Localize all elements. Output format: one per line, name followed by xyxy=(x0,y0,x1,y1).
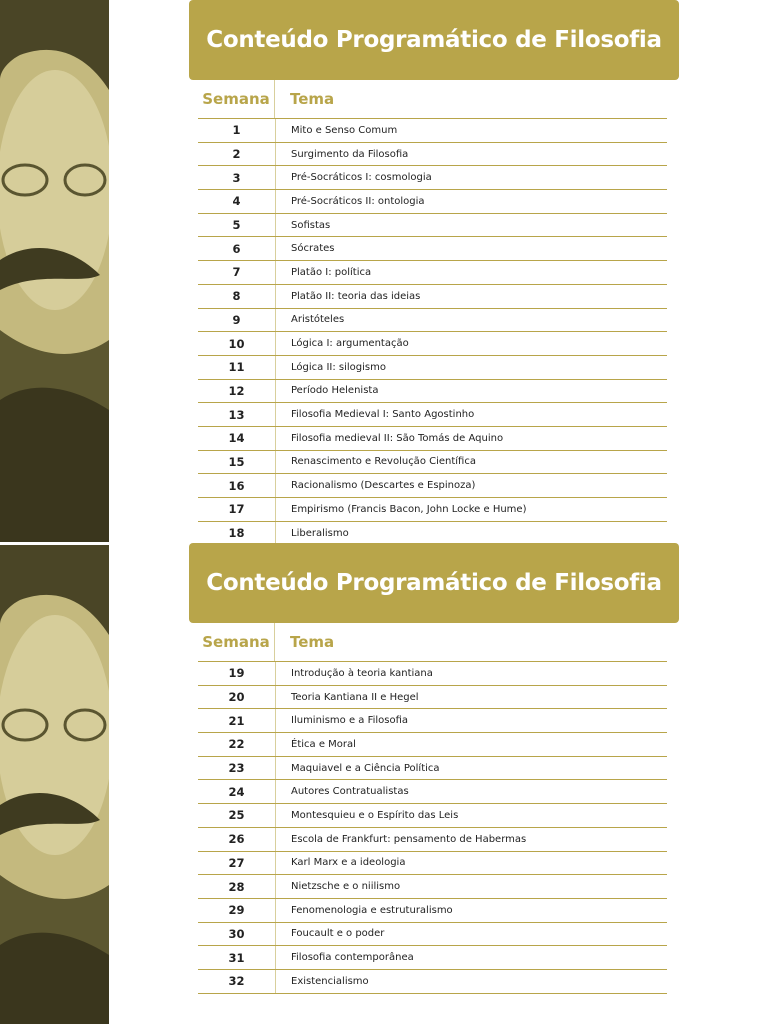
table-row xyxy=(198,403,667,427)
week-number: 14 xyxy=(228,431,245,446)
topic-text: Pré-Socráticos I: cosmologia xyxy=(275,166,432,189)
week-number: 21 xyxy=(228,713,245,728)
topic-text: Montesquieu e o Espírito das Leis xyxy=(275,804,458,827)
week-number: 16 xyxy=(228,478,245,493)
week-number: 3 xyxy=(232,170,241,185)
topic-text: Pré-Socráticos II: ontologia xyxy=(275,190,425,213)
table-body xyxy=(198,119,667,545)
topic-text: Existencialismo xyxy=(275,970,369,993)
table-row xyxy=(198,899,667,923)
week-number: 9 xyxy=(232,312,241,327)
topic-text: Aristóteles xyxy=(275,309,344,332)
week-number: 29 xyxy=(228,903,245,918)
table-row xyxy=(198,875,667,899)
table-row xyxy=(198,709,667,733)
week-number: 22 xyxy=(228,737,245,752)
topic-text: Platão I: política xyxy=(275,261,371,284)
topic-text: Karl Marx e a ideologia xyxy=(275,852,405,875)
topic-text: Lógica I: argumentação xyxy=(275,332,409,355)
section-title: Conteúdo Programático de Filosofia xyxy=(206,570,662,596)
week-number: 7 xyxy=(232,265,241,280)
syllabus-section-2 xyxy=(189,543,679,994)
week-number: 25 xyxy=(228,808,245,823)
table-row xyxy=(198,261,667,285)
topic-text: Ética e Moral xyxy=(275,733,356,756)
section-title: Conteúdo Programático de Filosofia xyxy=(206,27,662,53)
topic-text: Foucault e o poder xyxy=(275,923,384,946)
week-number: 30 xyxy=(228,926,245,941)
week-number: 4 xyxy=(232,194,241,209)
topic-text: Platão II: teoria das ideias xyxy=(275,285,420,308)
week-number: 31 xyxy=(228,950,245,965)
week-number: 6 xyxy=(232,241,241,256)
topic-text: Teoria Kantiana II e Hegel xyxy=(275,686,419,709)
table-row xyxy=(198,780,667,804)
table-row xyxy=(198,757,667,781)
topic-text: Nietzsche e o niilismo xyxy=(275,875,400,898)
table-header xyxy=(198,623,667,662)
topic-text: Liberalismo xyxy=(275,522,349,545)
topic-text: Iluminismo e a Filosofia xyxy=(275,709,408,732)
topic-text: Mito e Senso Comum xyxy=(275,119,397,142)
topic-text: Filosofia contemporânea xyxy=(275,946,414,969)
topic-text: Lógica II: silogismo xyxy=(275,356,386,379)
table-row xyxy=(198,498,667,522)
topic-text: Racionalismo (Descartes e Espinoza) xyxy=(275,474,475,497)
topic-text: Renascimento e Revolução Científica xyxy=(275,451,476,474)
week-number: 10 xyxy=(228,336,245,351)
table-row xyxy=(198,332,667,356)
week-column-header: Semana xyxy=(198,623,275,661)
topic-text: Filosofia Medieval I: Santo Agostinho xyxy=(275,403,474,426)
table-row xyxy=(198,119,667,143)
week-number: 26 xyxy=(228,832,245,847)
week-number: 15 xyxy=(228,454,245,469)
week-number: 12 xyxy=(228,383,245,398)
table-row xyxy=(198,237,667,261)
topic-text: Filosofia medieval II: São Tomás de Aquino xyxy=(275,427,503,450)
table-row xyxy=(198,522,667,546)
syllabus-section-1 xyxy=(189,0,679,545)
section-title-banner xyxy=(189,543,679,623)
table-row xyxy=(198,970,667,994)
table-row xyxy=(198,451,667,475)
table-body xyxy=(198,662,667,994)
topic-column-header: Tema xyxy=(290,633,335,651)
table-row xyxy=(198,427,667,451)
table-row xyxy=(198,380,667,404)
week-number: 28 xyxy=(228,879,245,894)
portrait-image-bottom xyxy=(0,545,109,1024)
table-row xyxy=(198,946,667,970)
week-number: 24 xyxy=(228,784,245,799)
table-row xyxy=(198,686,667,710)
topic-text: Sócrates xyxy=(275,237,335,260)
topic-text: Fenomenologia e estruturalismo xyxy=(275,899,453,922)
table-row xyxy=(198,356,667,380)
week-number: 11 xyxy=(228,360,245,375)
week-number: 17 xyxy=(228,502,245,517)
topic-text: Empirismo (Francis Bacon, John Locke e Hume) xyxy=(275,498,526,521)
syllabus-table xyxy=(198,623,667,994)
week-number: 32 xyxy=(228,974,245,989)
table-row xyxy=(198,828,667,852)
week-number: 8 xyxy=(232,289,241,304)
topic-text: Surgimento da Filosofia xyxy=(275,143,408,166)
week-number: 27 xyxy=(228,855,245,870)
week-number: 20 xyxy=(228,690,245,705)
table-row xyxy=(198,474,667,498)
section-title-banner xyxy=(189,0,679,80)
table-row xyxy=(198,662,667,686)
table-row xyxy=(198,285,667,309)
table-row xyxy=(198,143,667,167)
portrait-image-top xyxy=(0,0,109,542)
topic-text: Escola de Frankfurt: pensamento de Habermas xyxy=(275,828,526,851)
topic-text: Introdução à teoria kantiana xyxy=(275,662,433,685)
syllabus-table xyxy=(198,80,667,545)
week-column-header: Semana xyxy=(198,80,275,118)
week-number: 19 xyxy=(228,666,245,681)
table-row xyxy=(198,923,667,947)
topic-column-header: Tema xyxy=(290,90,335,108)
topic-text: Autores Contratualistas xyxy=(275,780,409,803)
topic-text: Sofistas xyxy=(275,214,330,237)
week-number: 5 xyxy=(232,218,241,233)
week-number: 18 xyxy=(228,526,245,541)
table-row xyxy=(198,852,667,876)
week-number: 1 xyxy=(232,123,241,138)
table-row xyxy=(198,166,667,190)
table-row xyxy=(198,309,667,333)
week-number: 23 xyxy=(228,761,245,776)
week-number: 13 xyxy=(228,407,245,422)
week-number: 2 xyxy=(232,147,241,162)
table-row xyxy=(198,804,667,828)
topic-text: Período Helenista xyxy=(275,380,378,403)
table-row xyxy=(198,214,667,238)
table-row xyxy=(198,733,667,757)
table-header xyxy=(198,80,667,119)
table-row xyxy=(198,190,667,214)
topic-text: Maquiavel e a Ciência Política xyxy=(275,757,440,780)
